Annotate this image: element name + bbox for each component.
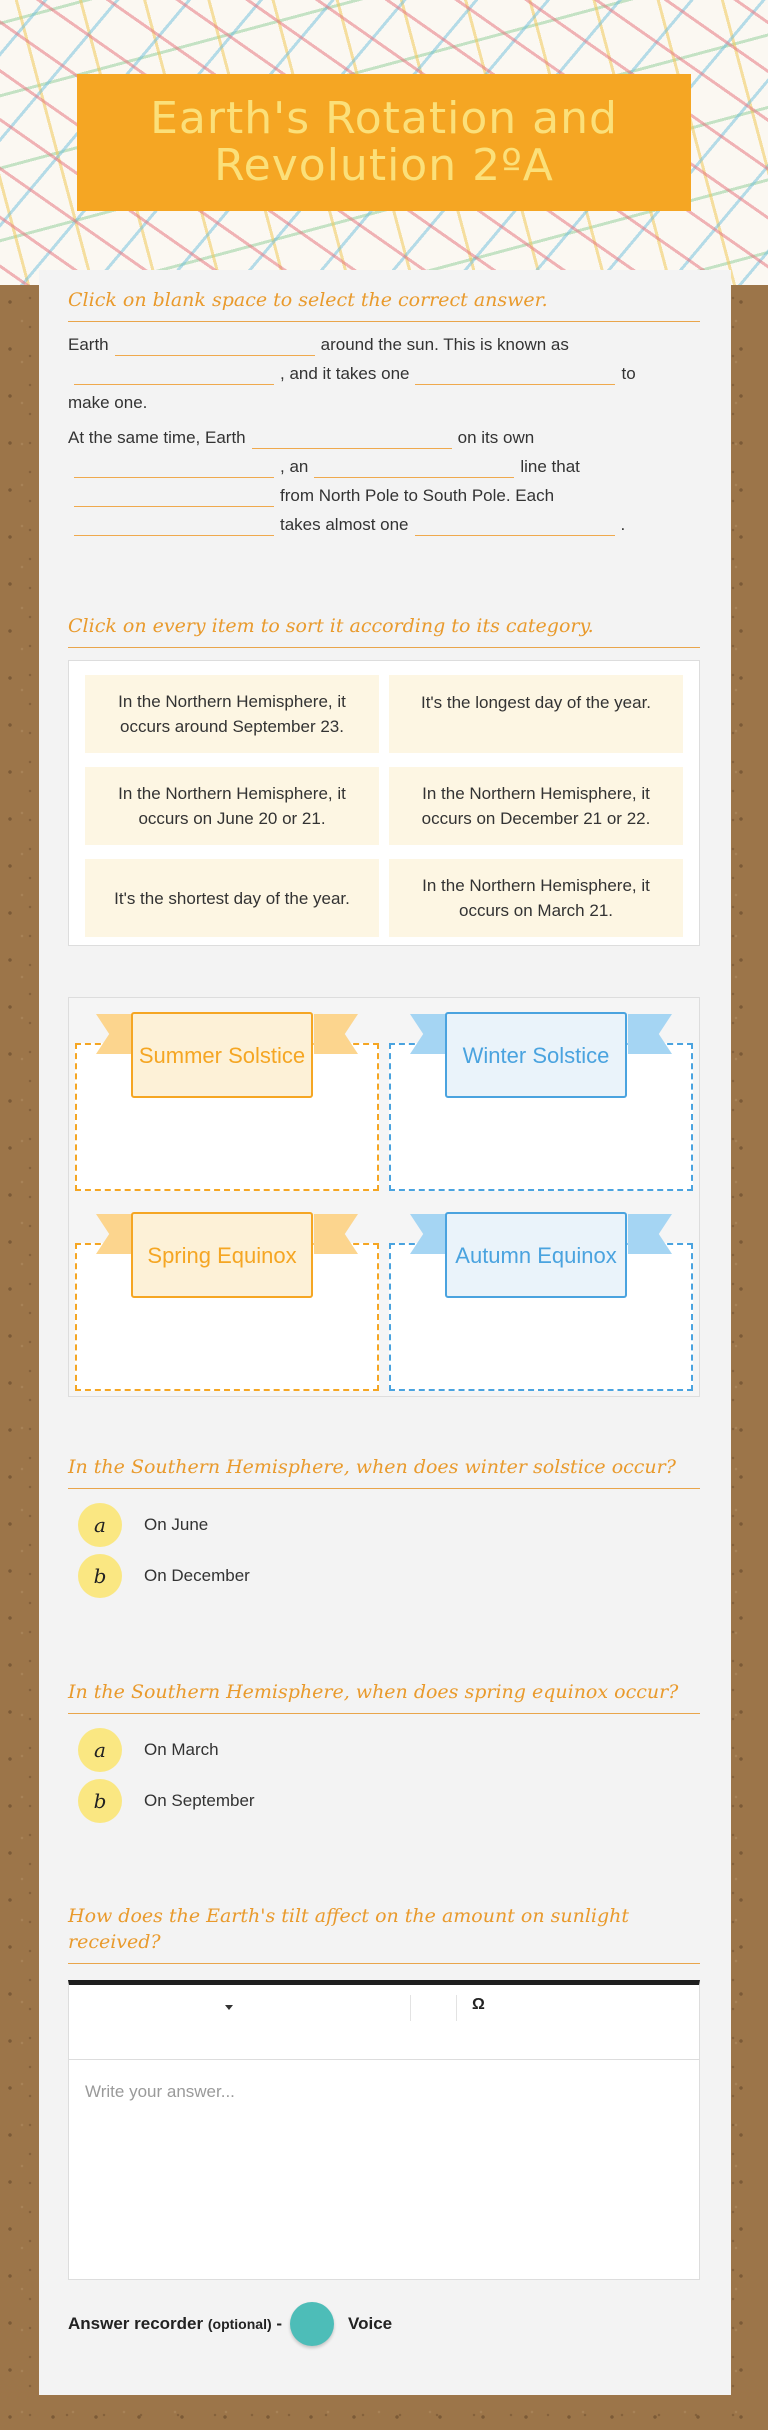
option-text: On June — [144, 1515, 209, 1534]
font-dropdown-arrow-icon[interactable] — [225, 2005, 233, 2010]
category-header-summer — [96, 1006, 358, 1068]
blank-4[interactable] — [252, 429, 452, 449]
option-letter: a — [78, 1503, 122, 1547]
ribbon-tail — [314, 1014, 358, 1054]
text-fragment: from North Pole to South Pole. Each — [280, 486, 555, 505]
question-winter-solstice — [68, 1454, 700, 1602]
ribbon-tail — [314, 1214, 358, 1254]
blank-5[interactable] — [74, 458, 274, 478]
answer-option-a[interactable] — [68, 1500, 700, 1550]
category-header-spring — [96, 1206, 358, 1268]
blank-6[interactable] — [314, 458, 514, 478]
sort-item[interactable]: In the Northern Hemisphere, it occurs around September 23. — [85, 675, 379, 753]
section-heading: Click on blank space to select the correct answer. — [68, 287, 700, 322]
text-fragment: line that — [520, 457, 580, 476]
page-title: Earth's Rotation and Revolution 2ºA — [150, 93, 618, 191]
question-spring-equinox — [68, 1679, 700, 1827]
text-fragment: , an — [280, 457, 309, 476]
option-letter: a — [78, 1728, 122, 1772]
text-fragment: At the same time, Earth — [68, 428, 246, 447]
text-fragment: on its own — [457, 428, 535, 447]
header-banner — [0, 0, 768, 285]
category-header-autumn — [410, 1206, 672, 1268]
blank-2[interactable] — [74, 365, 274, 385]
recorder-label — [68, 2314, 282, 2334]
recorder-dash: - — [271, 2314, 283, 2333]
section-heading: How does the Earth's tilt affect on the amount on sunlight received? — [68, 1903, 700, 1964]
sort-item[interactable]: In the Northern Hemisphere, it occurs on June 20 or 21. — [85, 767, 379, 845]
text-fragment: , and it takes one — [280, 364, 410, 383]
blank-8[interactable] — [74, 516, 274, 536]
special-characters-icon[interactable]: Ω — [472, 1996, 485, 2013]
title-box — [77, 74, 691, 211]
text-fragment: . — [620, 515, 626, 534]
sort-item[interactable]: It's the longest day of the year. — [389, 675, 683, 753]
section-heading: In the Southern Hemisphere, when does winter solstice occur? — [68, 1454, 700, 1489]
record-button[interactable] — [290, 2302, 334, 2346]
recorder-title: Answer recorder — [68, 2314, 204, 2333]
recorder-optional: (optional) — [207, 2316, 272, 2332]
answer-option-b[interactable] — [68, 1776, 700, 1826]
sort-section — [68, 613, 700, 946]
text-fragment: takes almost one — [280, 515, 409, 534]
blank-7[interactable] — [74, 487, 274, 507]
section-heading: In the Southern Hemisphere, when does spring equinox occur? — [68, 1679, 700, 1714]
option-text: On September — [144, 1791, 255, 1810]
option-letter: b — [78, 1779, 122, 1823]
fill-text — [68, 330, 700, 539]
category-board — [68, 997, 700, 1397]
category-label: Winter Solstice — [445, 1012, 627, 1098]
ribbon-tail — [628, 1014, 672, 1054]
toolbar-divider — [410, 1995, 411, 2021]
text-fragment: Earth — [68, 335, 109, 354]
answer-option-a[interactable] — [68, 1725, 700, 1775]
sort-item[interactable]: It's the shortest day of the year. — [85, 859, 379, 937]
answer-placeholder: Write your answer... — [85, 2082, 235, 2101]
voice-label: Voice — [348, 2314, 393, 2333]
option-text: On December — [144, 1566, 250, 1585]
blank-9[interactable] — [415, 516, 615, 536]
ribbon-tail — [628, 1214, 672, 1254]
category-header-winter — [410, 1006, 672, 1068]
text-fragment: around the sun. This is known as — [320, 335, 569, 354]
open-question-section — [68, 1903, 700, 1964]
category-label: Spring Equinox — [131, 1212, 313, 1298]
sort-item[interactable]: In the Northern Hemisphere, it occurs on March 21. — [389, 859, 683, 937]
blank-3[interactable] — [415, 365, 615, 385]
answer-recorder — [68, 2302, 392, 2346]
category-label: Summer Solstice — [131, 1012, 313, 1098]
section-heading: Click on every item to sort it according to its category. — [68, 613, 700, 648]
option-text: On March — [144, 1740, 219, 1759]
toolbar-divider — [456, 1995, 457, 2021]
fill-blanks-section — [68, 287, 700, 539]
category-label: Autumn Equinox — [445, 1212, 627, 1298]
text-fragment: to — [621, 364, 636, 383]
blank-1[interactable] — [115, 336, 315, 356]
sort-items-box — [68, 660, 700, 946]
option-letter: b — [78, 1554, 122, 1598]
editor-toolbar — [69, 1985, 699, 2060]
text-fragment: make one. — [68, 393, 148, 412]
answer-option-b[interactable] — [68, 1551, 700, 1601]
answer-editor[interactable] — [68, 1980, 700, 2280]
sort-item[interactable]: In the Northern Hemisphere, it occurs on December 21 or 22. — [389, 767, 683, 845]
